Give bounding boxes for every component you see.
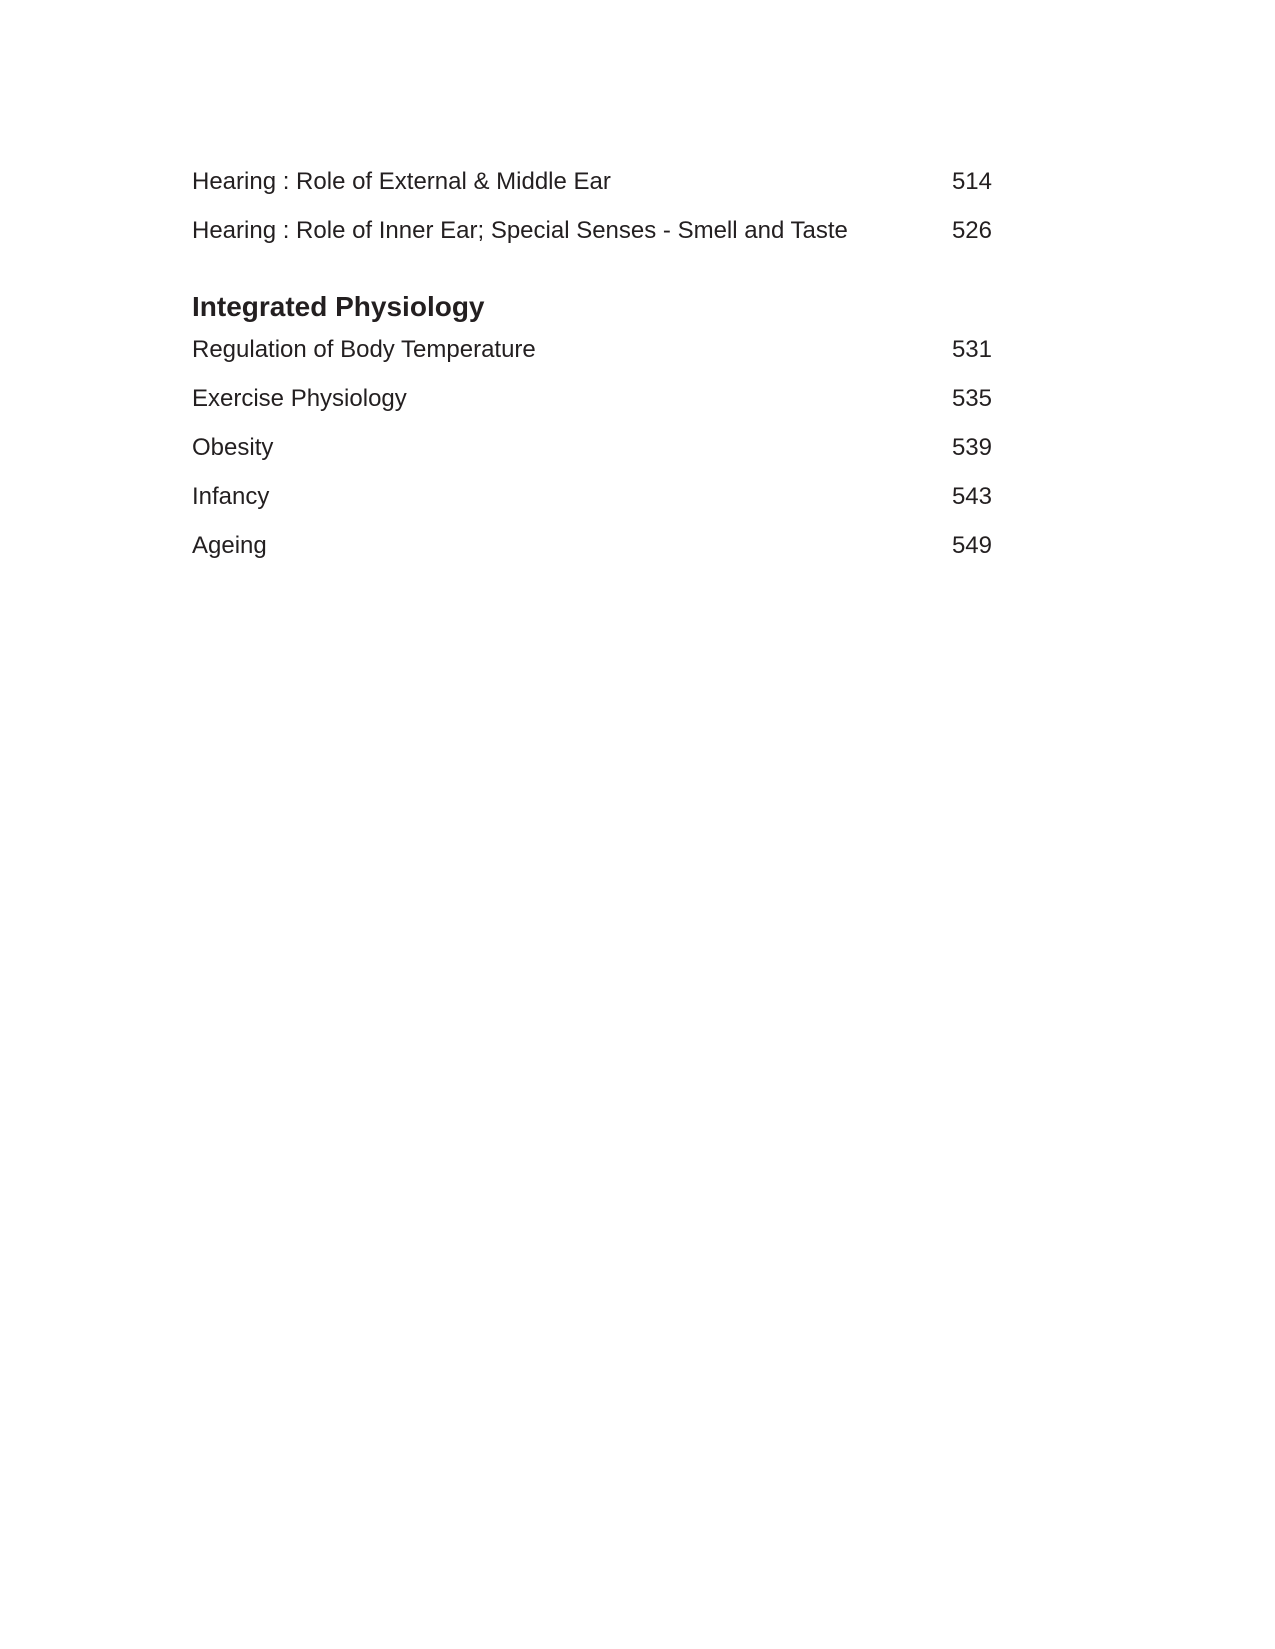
toc-entry-title: Regulation of Body Temperature [192,336,536,363]
toc-entry-page: 514 [951,168,992,195]
toc-entry[interactable] [192,434,992,483]
toc-entry-page: 539 [951,434,992,461]
toc-entry-title: Hearing : Role of Inner Ear; Special Senses - Smell and Taste [192,217,848,244]
toc-entry-page: 531 [951,336,992,363]
toc-entry[interactable] [192,168,992,217]
toc-entry-title: Ageing [192,532,267,559]
toc-entry-title: Hearing : Role of External & Middle Ear [192,168,611,195]
toc-entry-title: Exercise Physiology [192,385,407,412]
toc-entry-title: Infancy [192,483,270,510]
toc-entry-page: 543 [951,483,992,510]
toc-entry[interactable] [192,217,992,266]
toc-entry-title: Obesity [192,434,274,461]
toc-entry[interactable] [192,336,992,385]
toc-entry[interactable] [192,483,992,532]
toc-entry-page: 526 [951,217,992,244]
toc-entry[interactable] [192,532,992,581]
section-heading: Integrated Physiology [192,291,485,322]
table-of-contents [192,168,992,581]
toc-entry-page: 535 [951,385,992,412]
toc-entry-page: 549 [951,532,992,559]
toc-entry[interactable] [192,385,992,434]
